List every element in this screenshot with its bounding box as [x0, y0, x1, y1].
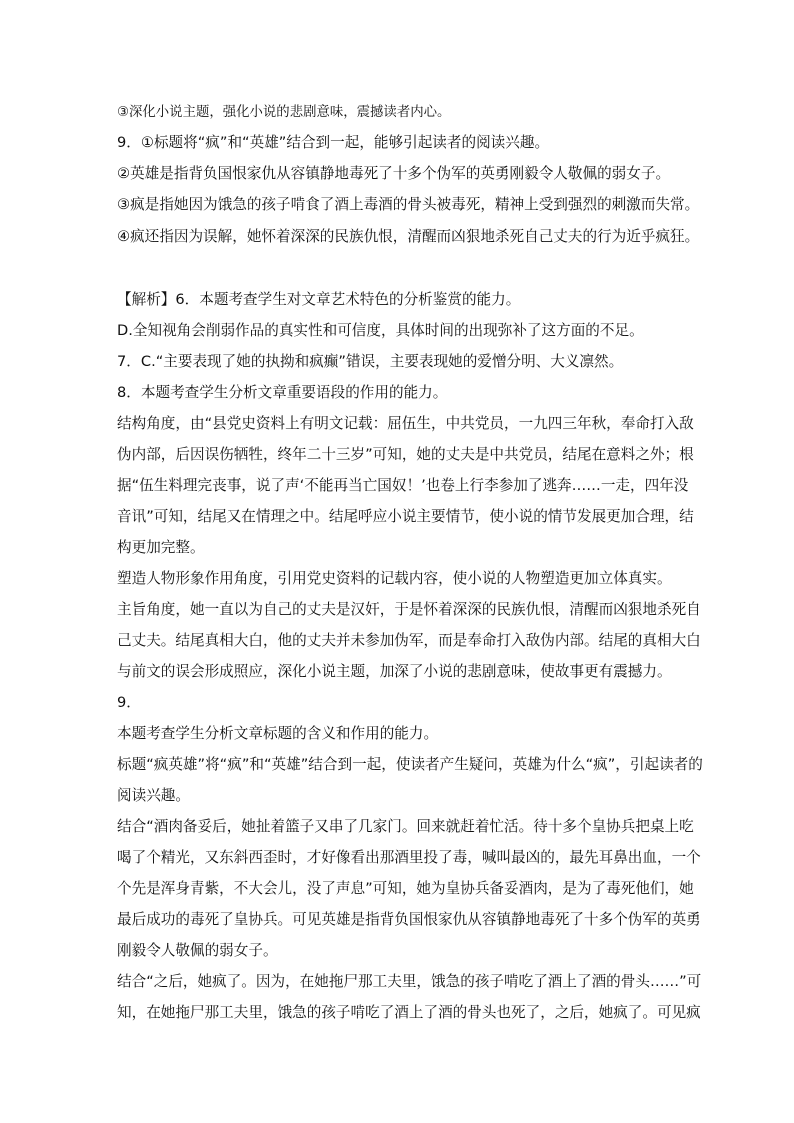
answer-line: ③深化小说主题，强化小说的悲剧意味，震撼读者内心。: [117, 105, 451, 120]
analysis-line: 喝了个精光，又东斜西歪时，才好像看出那酒里投了毒，喊叫最凶的，最先耳鼻出血，一个: [117, 849, 701, 866]
question-number: 9．: [117, 694, 141, 711]
analysis-line: 构更加完整。: [117, 539, 205, 556]
analysis-line: 8．本题考查学生分析文章重要语段的作用的能力。: [117, 384, 448, 401]
answer-line: ③疯是指她因为饿急的孩子啃食了酒上毒酒的骨头被毒死，精神上受到强烈的刺激而失常。: [117, 196, 700, 213]
analysis-line: 7．C.“主要表现了她的执拗和疯癫”错误，主要表现她的爱憎分明、大义凛然。: [117, 353, 624, 370]
analysis-line: 最后成功的毒死了皇协兵。可见英雄是指背负国恨家仇从容镇静地毒死了十多个伪军的英勇: [117, 911, 701, 928]
analysis-line: 标题“疯英雄”将“疯”和“英雄”结合到一起，使读者产生疑问，英雄为什么“疯”，引起读者的: [117, 756, 703, 773]
analysis-line: 结合“酒肉备妥后，她扯着篮子又串了几家门。回来就赶着忙活。待十多个皇协兵把桌上吃: [117, 818, 694, 835]
answer-line: ②英雄是指背负国恨家仇从容镇静地毒死了十多个伪军的英勇刚毅令人敬佩的弱女子。: [117, 165, 671, 182]
analysis-line: 本题考查学生分析文章标题的含义和作用的能力。: [117, 725, 439, 742]
analysis-line: 塑造人物形象作用角度，引用党史资料的记载内容，使小说的人物塑造更加立体真实。: [117, 570, 672, 587]
analysis-line: 伪内部，后因误伤牺牲，终年二十三岁”可知，她的丈夫是中共党员，结尾在意料之外；根: [117, 446, 694, 463]
answer-line: 9．①标题将“疯”和“英雄”结合到一起，能够引起读者的阅读兴趣。: [117, 134, 550, 151]
analysis-line: D.全知视角会削弱作品的真实性和可信度，具体时间的出现弥补了这方面的不足。: [117, 322, 644, 339]
analysis-line: 知，在她拖尸那工夫里，饿急的孩子啃吃了酒上了酒的骨头也死了，之后，她疯了。可见疯: [117, 1004, 701, 1021]
analysis-line: 主旨角度，她一直以为自己的丈夫是汉奸，于是怀着深深的民族仇恨，清醒而凶狠地杀死自: [117, 601, 701, 618]
analysis-heading: 【解析】6．本题考查学生对文章艺术特色的分析鉴赏的能力。: [117, 291, 521, 308]
analysis-line: 音讯”可知，结尾又在情理之中。结尾呼应小说主要情节，使小说的情节发展更加合理，结: [117, 508, 694, 525]
analysis-line: 刚毅令人敬佩的弱女子。: [117, 942, 278, 959]
analysis-line: 结合“之后，她疯了。因为，在她拖尸那工夫里，饿急的孩子啃吃了酒上了酒的骨头……”可: [117, 973, 702, 990]
analysis-line: 与前文的误会形成照应，深化小说主题，加深了小说的悲剧意味，使故事更有震撼力。: [117, 663, 672, 680]
analysis-line: 个先是浑身青紫，不大会儿，没了声息”可知，她为皇协兵备妥酒肉，是为了毒死他们，她: [117, 880, 694, 897]
analysis-line: 结构角度，由“县党史资料上有明文记载：屈伍生，中共党员，一九四三年秋，奉命打入敌: [117, 415, 694, 432]
analysis-line: 据“伍生料理完丧事，说了声‘不能再当亡国奴！’也卷上行李参加了逃奔……一走，四年没: [117, 477, 689, 494]
analysis-line: 己丈夫。结尾真相大白，他的丈夫并未参加伪军，而是奉命打入敌伪内部。结尾的真相大白: [117, 632, 701, 649]
answer-line: ④疯还指因为误解，她怀着深深的民族仇恨，清醒而凶狠地杀死自己丈夫的行为近乎疯狂。: [117, 228, 700, 245]
analysis-line: 阅读兴趣。: [117, 787, 190, 804]
